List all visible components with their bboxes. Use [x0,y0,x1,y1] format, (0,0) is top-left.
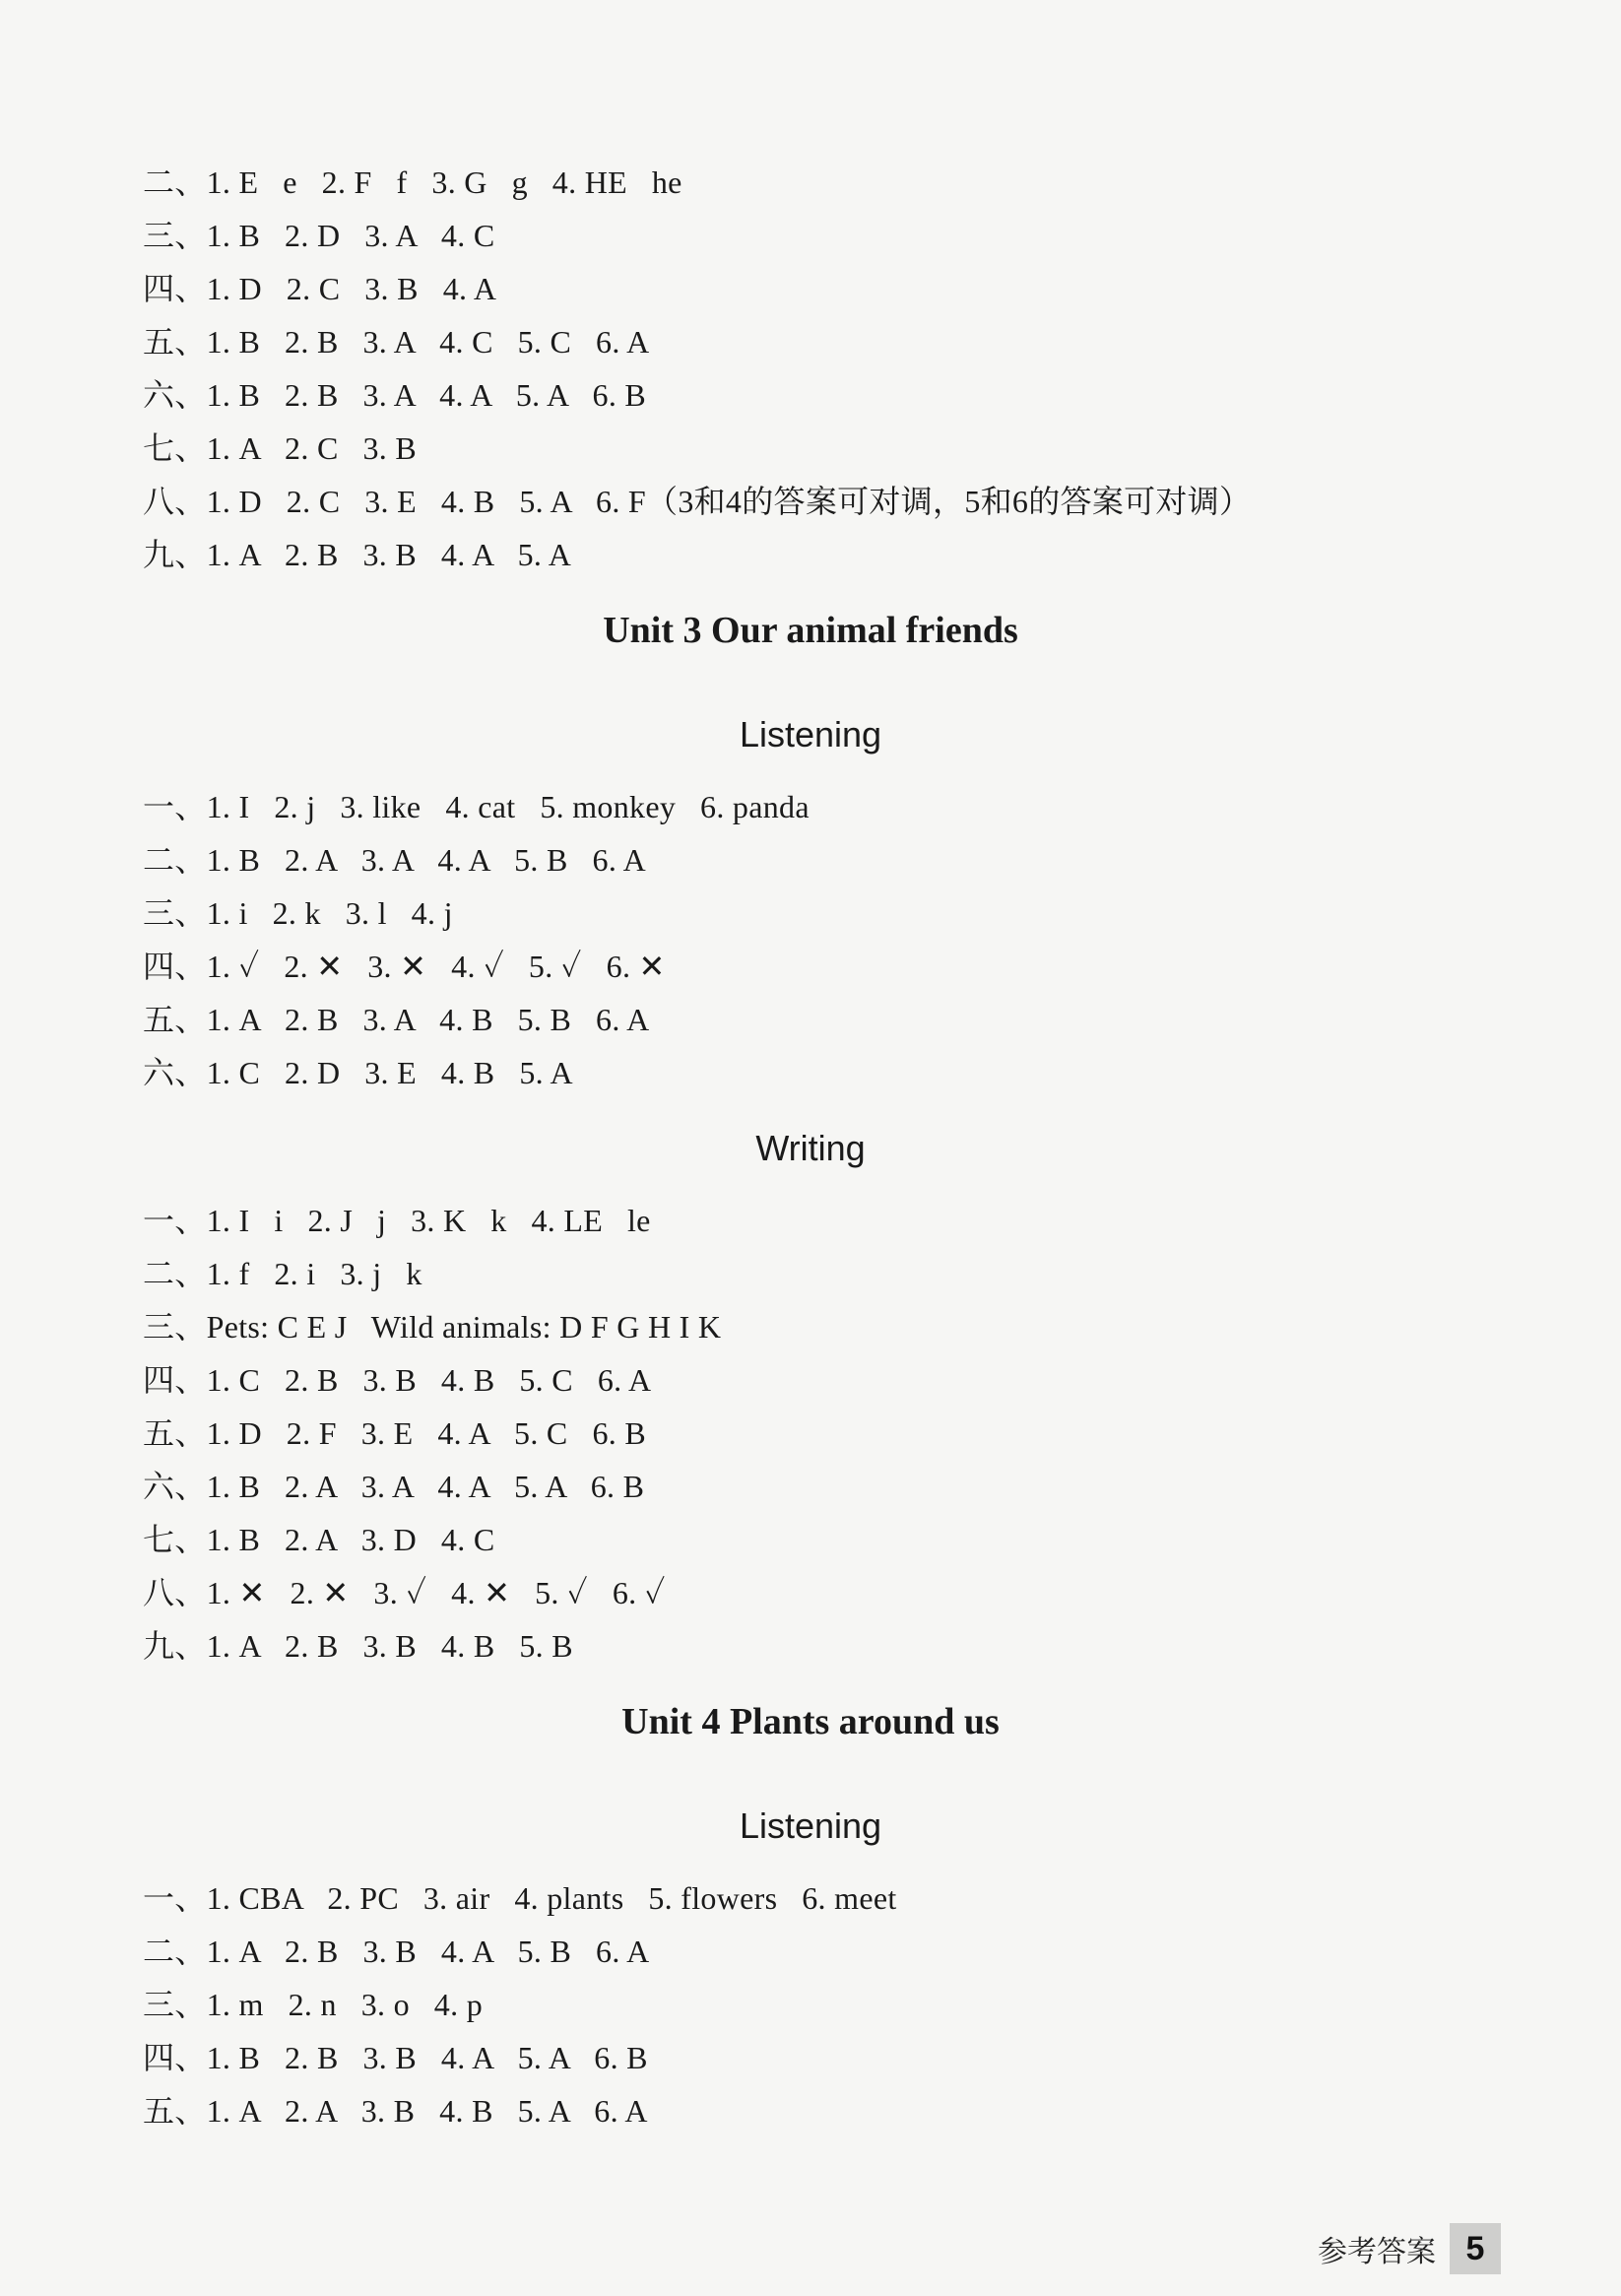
answer-line: 一、1. CBA 2. PC 3. air 4. plants 5. flowers 6. meet [143,1880,897,1916]
answer-line: 五、1. B 2. B 3. A 4. C 5. C 6. A [143,324,650,360]
answer-line: 五、1. A 2. B 3. A 4. B 5. B 6. A [143,1002,650,1037]
answer-line: 一、1. I 2. j 3. like 4. cat 5. monkey 6. panda [143,789,810,824]
answer-line: 四、1. C 2. B 3. B 4. B 5. C 6. A [143,1362,652,1398]
unit3-listening-title: Listening [739,714,882,754]
unit3-listening-answers [143,780,1502,1099]
page-number: 5 [1450,2223,1501,2274]
answer-line: 八、1. D 2. C 3. E 4. B 5. A 6. F（3和4的答案可对调，5和6的答案可对调） [143,484,1252,519]
unit4-listening-answers [143,1871,1502,2137]
answer-line: 二、1. E e 2. F f 3. G g 4. HE he [143,164,682,200]
answer-line: 二、1. f 2. i 3. j k [143,1256,422,1291]
unit3-title: Unit 3 Our animal friends [603,610,1018,651]
answer-line: 四、1. B 2. B 3. B 4. A 5. A 6. B [143,2040,648,2075]
answer-line: 三、1. m 2. n 3. o 4. p [143,1987,483,2022]
answer-line: 七、1. A 2. C 3. B [143,430,418,466]
answer-line: 二、1. A 2. B 3. B 4. A 5. B 6. A [143,1934,650,1969]
answer-line: 八、1. ✕ 2. ✕ 3. ✓ 4. ✕ 5. ✓ 6. ✓ [143,1575,666,1610]
answer-block-unit2-writing [143,156,1502,581]
answer-content [143,156,1502,2137]
answer-line: 六、1. B 2. A 3. A 4. A 5. A 6. B [143,1469,645,1504]
unit4-listening-title: Listening [739,1805,882,1846]
answer-line: 九、1. A 2. B 3. B 4. A 5. A [143,537,572,572]
answer-line: 五、1. D 2. F 3. E 4. A 5. C 6. B [143,1415,647,1451]
answer-line: 二、1. B 2. A 3. A 4. A 5. B 6. A [143,842,647,878]
footer-label: 参考答案 [1318,2235,1436,2269]
answer-line: 五、1. A 2. A 3. B 4. B 5. A 6. A [143,2093,648,2129]
answer-line: 四、1. ✓ 2. ✕ 3. ✕ 4. ✓ 5. ✓ 6. ✕ [143,949,666,984]
answer-line: 六、1. B 2. B 3. A 4. A 5. A 6. B [143,377,647,413]
page-footer [1318,2223,1501,2274]
answer-line: 九、1. A 2. B 3. B 4. B 5. B [143,1628,573,1664]
answer-line: 四、1. D 2. C 3. B 4. A [143,271,497,306]
answer-line: 三、Pets: C E J Wild animals: D F G H I K [143,1309,722,1345]
unit3-writing-answers [143,1194,1502,1673]
unit3-writing-title: Writing [755,1128,866,1168]
answer-line: 三、1. B 2. D 3. A 4. C [143,218,495,253]
unit4-title: Unit 4 Plants around us [621,1701,1000,1742]
answer-line: 六、1. C 2. D 3. E 4. B 5. A [143,1055,573,1090]
answer-line: 一、1. I i 2. J j 3. K k 4. LE le [143,1203,651,1238]
answer-line: 三、1. i 2. k 3. l 4. j [143,895,453,931]
answer-line: 七、1. B 2. A 3. D 4. C [143,1522,495,1557]
